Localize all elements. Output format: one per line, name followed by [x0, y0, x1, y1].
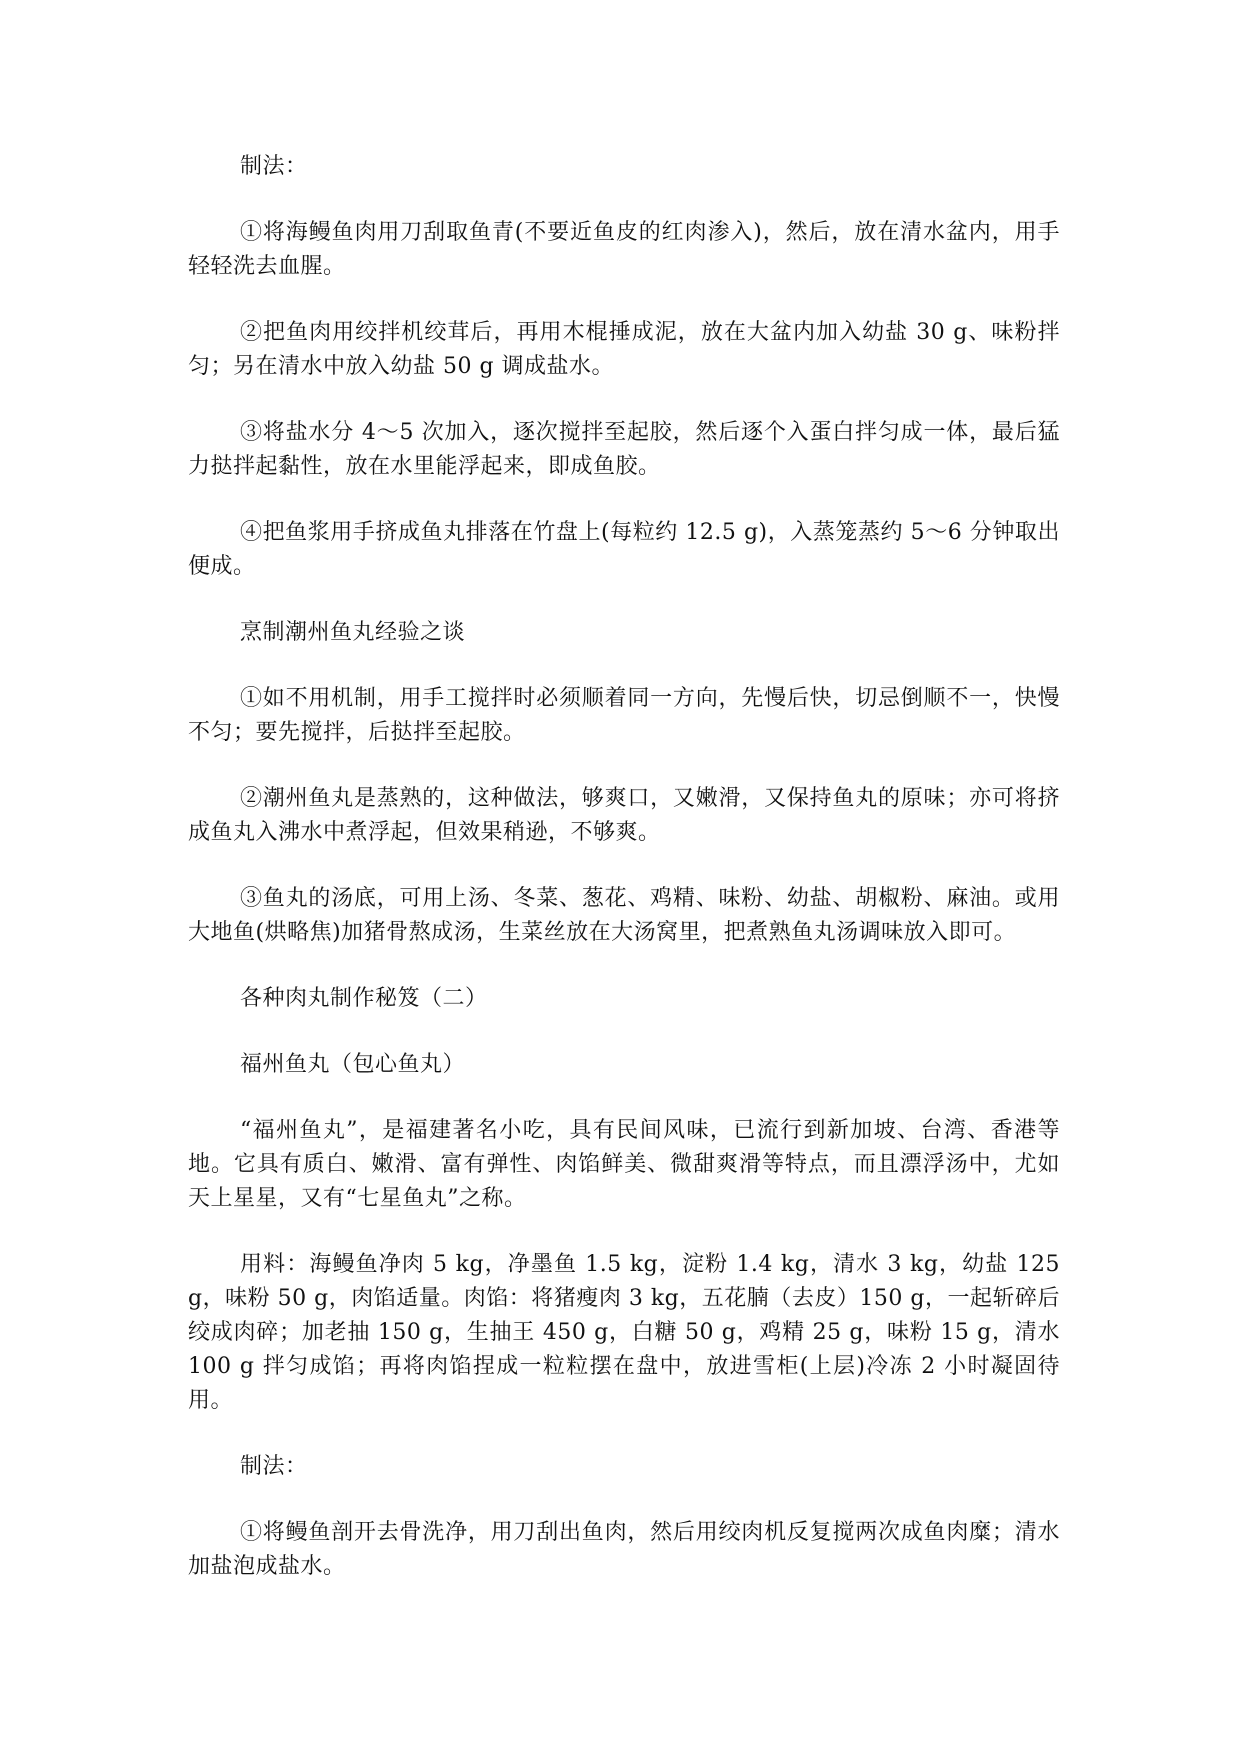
method-step-1-paragraph: ①将鳗鱼剖开去骨洗净，用刀刮出鱼肉，然后用绞肉机反复搅两次成鱼肉糜；清水加盐泡成盐水。: [188, 1520, 1060, 1579]
document-body: [188, 150, 1060, 1584]
tip-2-paragraph: ②潮州鱼丸是蒸熟的，这种做法，够爽口，又嫩滑，又保持鱼丸的原味；亦可将挤成鱼丸入沸水中煮浮起，但效果稍逊，不够爽。: [188, 786, 1060, 845]
step-2-paragraph: ②把鱼肉用绞拌机绞茸后，再用木棍捶成泥，放在大盆内加入幼盐 30 g、味粉拌匀；另在清水中放入幼盐 50 g 调成盐水。: [188, 320, 1060, 379]
tip-1-paragraph: ①如不用机制，用手工搅拌时必须顺着同一方向，先慢后快，切忌倒顺不一，快慢不匀；要先搅拌，后挞拌至起胶。: [188, 686, 1060, 745]
recipe-title: 福州鱼丸（包心鱼丸）: [240, 1052, 466, 1077]
experience-heading: 烹制潮州鱼丸经验之谈: [240, 620, 466, 645]
method-heading: 制法：: [240, 154, 308, 179]
method-heading-2: 制法：: [240, 1454, 308, 1479]
step-3-paragraph: ③将盐水分 4～5 次加入，逐次搅拌至起胶，然后逐个入蛋白拌匀成一体，最后猛力挞拌起黏性，放在水里能浮起来，即成鱼胶。: [188, 420, 1060, 479]
section-heading: 各种肉丸制作秘笈（二）: [240, 986, 488, 1011]
tip-3-paragraph: ③鱼丸的汤底，可用上汤、冬菜、葱花、鸡精、味粉、幼盐、胡椒粉、麻油。或用大地鱼(烘略焦)加猪骨熬成汤，生菜丝放在大汤窝里，把煮熟鱼丸汤调味放入即可。: [188, 886, 1060, 945]
step-1-paragraph: ①将海鳗鱼肉用刀刮取鱼青(不要近鱼皮的红肉渗入)，然后，放在清水盆内，用手轻轻洗去血腥。: [188, 220, 1060, 279]
ingredients-paragraph: 用料：海鳗鱼净肉 5 kg，净墨鱼 1.5 kg，淀粉 1.4 kg，清水 3 kg，幼盐 125 g，味粉 50 g，肉馅适量。肉馅：将猪瘦肉 3 kg，五花腩（去皮）150 g，一起斩碎后绞成肉碎；加老抽 150 g，生抽王 450 g，白糖 50 g，鸡精 25 g，味粉 15 g，清水 100 g 拌匀成馅；再将肉馅捏成一粒粒摆在盘中，放进雪柜(上层)冷冻 2 小时凝固待用。: [188, 1252, 1060, 1413]
step-4-paragraph: ④把鱼浆用手挤成鱼丸排落在竹盘上(每粒约 12.5 g)，入蒸笼蒸约 5～6 分钟取出便成。: [188, 520, 1060, 579]
recipe-intro-paragraph: “福州鱼丸”，是福建著名小吃，具有民间风味，已流行到新加坡、台湾、香港等地。它具有质白、嫩滑、富有弹性、肉馅鲜美、微甜爽滑等特点，而且漂浮汤中，尤如天上星星，又有“七星鱼丸”之称。: [188, 1118, 1060, 1211]
